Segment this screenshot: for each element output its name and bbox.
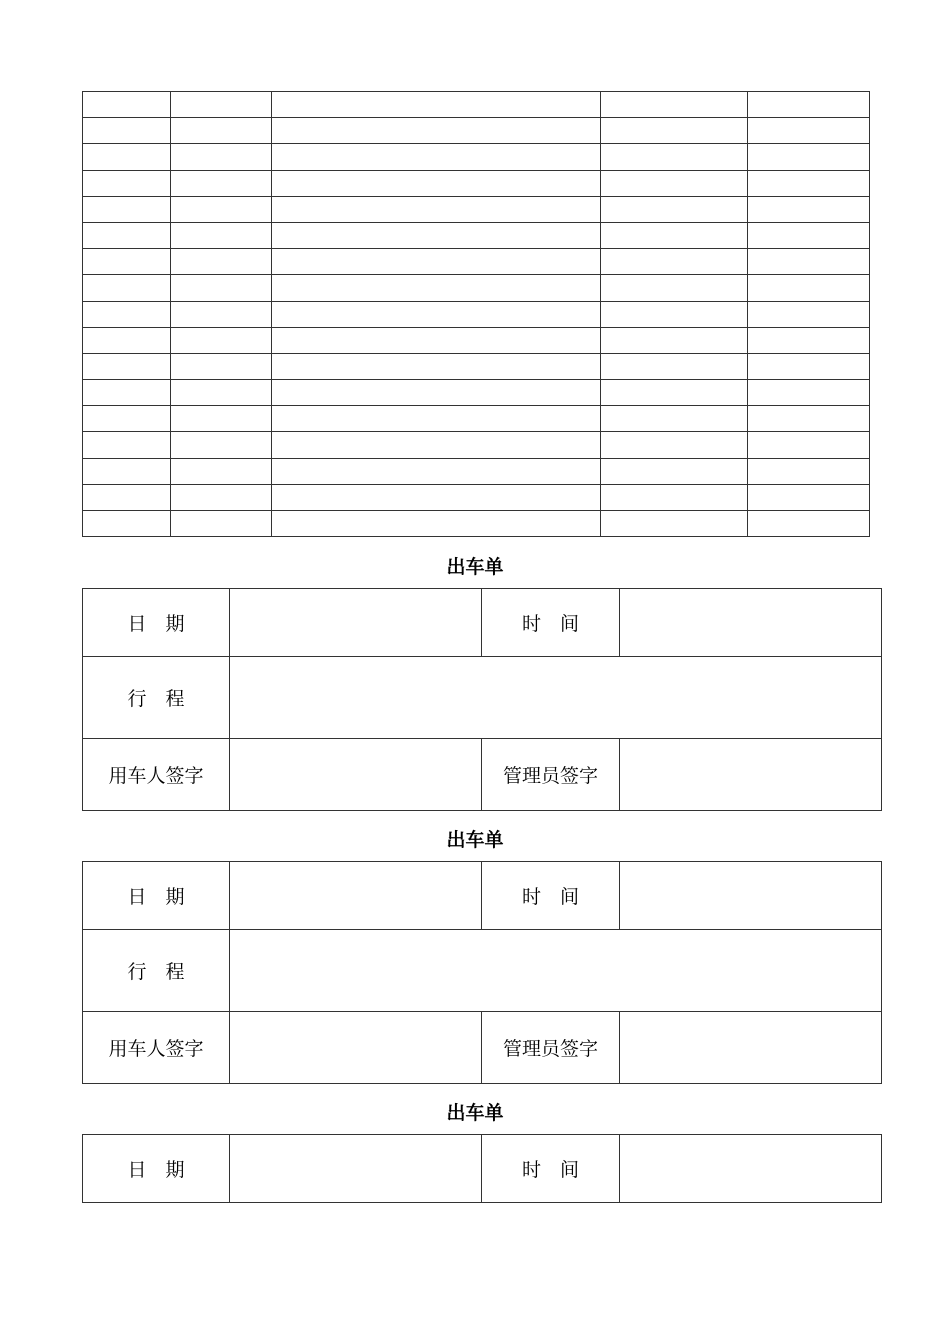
table-row	[83, 458, 870, 484]
table-cell[interactable]	[272, 249, 601, 275]
admin-sign-label: 管理员签字	[482, 1012, 620, 1084]
table-cell[interactable]	[272, 275, 601, 301]
table-cell[interactable]	[601, 118, 748, 144]
table-row	[83, 484, 870, 510]
admin-sign-field[interactable]	[620, 1012, 882, 1084]
table-cell[interactable]	[748, 511, 870, 537]
table-cell[interactable]	[171, 301, 272, 327]
route-field[interactable]	[230, 657, 882, 739]
form-title: 出车单	[446, 1102, 504, 1124]
table-cell[interactable]	[83, 92, 171, 118]
table-cell[interactable]	[83, 144, 171, 170]
table-cell[interactable]	[748, 249, 870, 275]
table-cell[interactable]	[601, 511, 748, 537]
table-cell[interactable]	[272, 118, 601, 144]
table-cell[interactable]	[272, 458, 601, 484]
table-cell[interactable]	[748, 196, 870, 222]
table-row	[83, 380, 870, 406]
date-label: 日 期	[83, 589, 230, 657]
user-sign-field[interactable]	[230, 739, 482, 811]
table-cell[interactable]	[83, 196, 171, 222]
admin-sign-field[interactable]	[620, 739, 882, 811]
date-field[interactable]	[230, 1135, 482, 1203]
table-cell[interactable]	[83, 458, 171, 484]
admin-sign-label: 管理员签字	[482, 739, 620, 811]
table-cell[interactable]	[171, 511, 272, 537]
table-cell[interactable]	[272, 196, 601, 222]
table-cell[interactable]	[272, 432, 601, 458]
table-cell[interactable]	[601, 484, 748, 510]
date-label: 日 期	[83, 1135, 230, 1203]
table-cell[interactable]	[601, 222, 748, 248]
table-cell[interactable]	[171, 484, 272, 510]
table-cell[interactable]	[601, 249, 748, 275]
time-label: 时 间	[482, 862, 620, 930]
table-cell[interactable]	[601, 170, 748, 196]
table-row	[83, 92, 870, 118]
table-cell[interactable]	[272, 170, 601, 196]
time-label: 时 间	[482, 1135, 620, 1203]
date-field[interactable]	[230, 589, 482, 657]
table-cell[interactable]	[272, 144, 601, 170]
time-field[interactable]	[620, 862, 882, 930]
date-field[interactable]	[230, 862, 482, 930]
table-row	[83, 118, 870, 144]
table-row	[83, 406, 870, 432]
table-cell[interactable]	[83, 353, 171, 379]
table-cell[interactable]	[748, 222, 870, 248]
table-cell[interactable]	[748, 406, 870, 432]
table-cell[interactable]	[272, 92, 601, 118]
table-cell[interactable]	[171, 92, 272, 118]
table-cell[interactable]	[601, 92, 748, 118]
table-cell[interactable]	[601, 432, 748, 458]
table-cell[interactable]	[272, 301, 601, 327]
table-cell[interactable]	[272, 327, 601, 353]
user-sign-label: 用车人签字	[83, 739, 230, 811]
table-cell[interactable]	[748, 144, 870, 170]
table-row	[83, 196, 870, 222]
table-cell[interactable]	[83, 222, 171, 248]
table-cell[interactable]	[83, 432, 171, 458]
table-cell[interactable]	[601, 353, 748, 379]
table-cell[interactable]	[171, 380, 272, 406]
table-cell[interactable]	[171, 432, 272, 458]
table-row	[83, 170, 870, 196]
user-sign-label: 用车人签字	[83, 1012, 230, 1084]
table-cell[interactable]	[171, 196, 272, 222]
time-field[interactable]	[620, 1135, 882, 1203]
time-label: 时 间	[482, 589, 620, 657]
table-cell[interactable]	[171, 222, 272, 248]
table-row	[83, 144, 870, 170]
table-cell[interactable]	[83, 118, 171, 144]
log-table	[82, 91, 870, 537]
table-cell[interactable]	[83, 484, 171, 510]
table-cell[interactable]	[748, 301, 870, 327]
route-label: 行 程	[83, 657, 230, 739]
dispatch-form	[82, 588, 882, 811]
table-cell[interactable]	[748, 327, 870, 353]
table-cell[interactable]	[171, 249, 272, 275]
table-cell[interactable]	[171, 327, 272, 353]
table-row	[83, 353, 870, 379]
table-cell[interactable]	[601, 380, 748, 406]
table-cell[interactable]	[601, 458, 748, 484]
table-cell[interactable]	[171, 353, 272, 379]
table-row	[83, 249, 870, 275]
route-label: 行 程	[83, 930, 230, 1012]
table-cell[interactable]	[171, 144, 272, 170]
form-title: 出车单	[446, 556, 504, 578]
table-cell[interactable]	[748, 92, 870, 118]
table-cell[interactable]	[748, 275, 870, 301]
table-cell[interactable]	[601, 275, 748, 301]
table-row	[83, 432, 870, 458]
table-cell[interactable]	[83, 327, 171, 353]
table-cell[interactable]	[272, 484, 601, 510]
user-sign-field[interactable]	[230, 1012, 482, 1084]
table-cell[interactable]	[171, 170, 272, 196]
table-row	[83, 301, 870, 327]
table-cell[interactable]	[83, 511, 171, 537]
form-title: 出车单	[446, 829, 504, 851]
table-cell[interactable]	[272, 222, 601, 248]
table-cell[interactable]	[748, 170, 870, 196]
table-cell[interactable]	[601, 301, 748, 327]
time-field[interactable]	[620, 589, 882, 657]
table-cell[interactable]	[748, 353, 870, 379]
route-field[interactable]	[230, 930, 882, 1012]
table-cell[interactable]	[272, 406, 601, 432]
table-cell[interactable]	[748, 458, 870, 484]
table-cell[interactable]	[748, 380, 870, 406]
table-cell[interactable]	[83, 249, 171, 275]
table-cell[interactable]	[171, 118, 272, 144]
table-row	[83, 327, 870, 353]
table-cell[interactable]	[748, 432, 870, 458]
table-cell[interactable]	[272, 353, 601, 379]
dispatch-form	[82, 861, 882, 1084]
table-cell[interactable]	[601, 196, 748, 222]
table-cell[interactable]	[83, 406, 171, 432]
table-cell[interactable]	[171, 406, 272, 432]
date-label: 日 期	[83, 862, 230, 930]
table-cell[interactable]	[748, 118, 870, 144]
table-row	[83, 511, 870, 537]
table-cell[interactable]	[171, 275, 272, 301]
table-row	[83, 222, 870, 248]
table-cell[interactable]	[83, 170, 171, 196]
table-cell[interactable]	[272, 380, 601, 406]
table-row	[83, 275, 870, 301]
table-cell[interactable]	[601, 406, 748, 432]
table-cell[interactable]	[748, 484, 870, 510]
table-cell[interactable]	[83, 301, 171, 327]
table-cell[interactable]	[601, 327, 748, 353]
table-cell[interactable]	[272, 511, 601, 537]
table-cell[interactable]	[83, 275, 171, 301]
table-cell[interactable]	[171, 458, 272, 484]
dispatch-form	[82, 1134, 882, 1203]
table-cell[interactable]	[83, 380, 171, 406]
table-cell[interactable]	[601, 144, 748, 170]
